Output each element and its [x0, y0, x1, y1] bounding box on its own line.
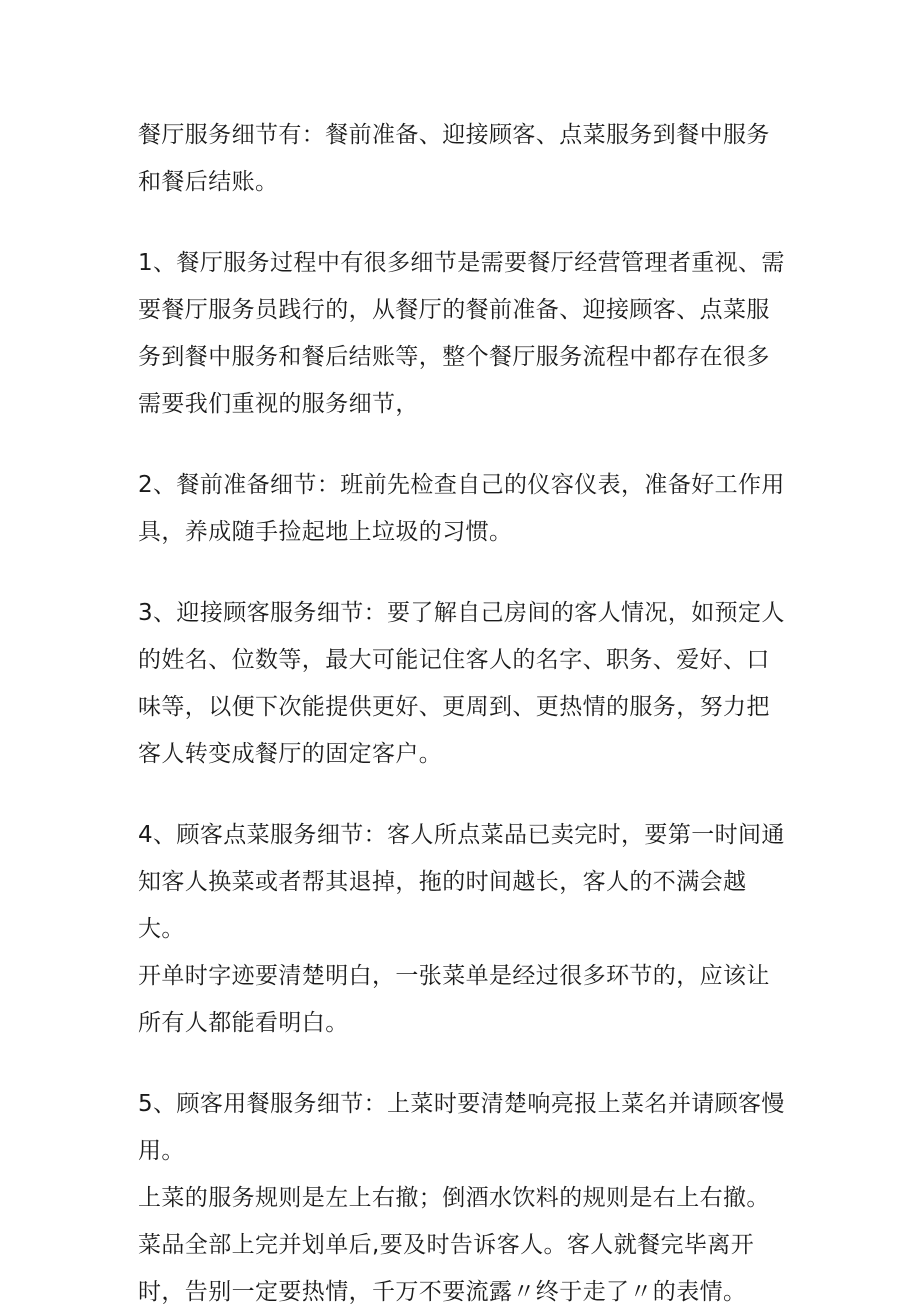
paragraph-4: 4、顾客点菜服务细节：客人所点菜品已卖完时，要第一时间通知客人换菜或者帮其退掉，拖的时间越长，客人的不满会越大。: [138, 822, 785, 942]
paragraph-5: 5、顾客用餐服务细节：上菜时要清楚响亮报上菜名并请顾客慢用。: [138, 1091, 785, 1164]
intro-paragraph: 餐厅服务细节有：餐前准备、迎接顾客、点菜服务到餐中服务和餐后结账。: [138, 122, 770, 195]
paragraph-3: 3、迎接顾客服务细节：要了解自己房间的客人情况，如预定人的姓名、位数等，最大可能记住客人的名字、职务、爱好、口味等，以便下次能提供更好、更周到、更热情的服务，努力把客人转变成餐厅的固定客户。: [138, 600, 785, 767]
paragraph-2: 2、餐前准备细节：班前先检查自己的仪容仪表，准备好工作用具，养成随手捡起地上垃圾的习惯。: [138, 472, 785, 545]
paragraph-5-continued: 上菜的服务规则是左上右撤；倒酒水饮料的规则是右上右撤。菜品全部上完并划单后,要及时告诉客人。客人就餐完毕离开时，告别一定要热情，千万不要流露〃终于走了〃的表情。: [138, 1185, 770, 1305]
document-body: [138, 112, 786, 1316]
paragraph-4-continued: 开单时字迹要清楚明白，一张菜单是经过很多环节的，应该让所有人都能看明白。: [138, 963, 770, 1036]
paragraph-1: 1、餐厅服务过程中有很多细节是需要餐厅经营管理者重视、需要餐厅服务员践行的，从餐厅的餐前准备、迎接顾客、点菜服务到餐中服务和餐后结账等，整个餐厅服务流程中都存在很多需要我们重视的服务细节，: [138, 250, 785, 417]
